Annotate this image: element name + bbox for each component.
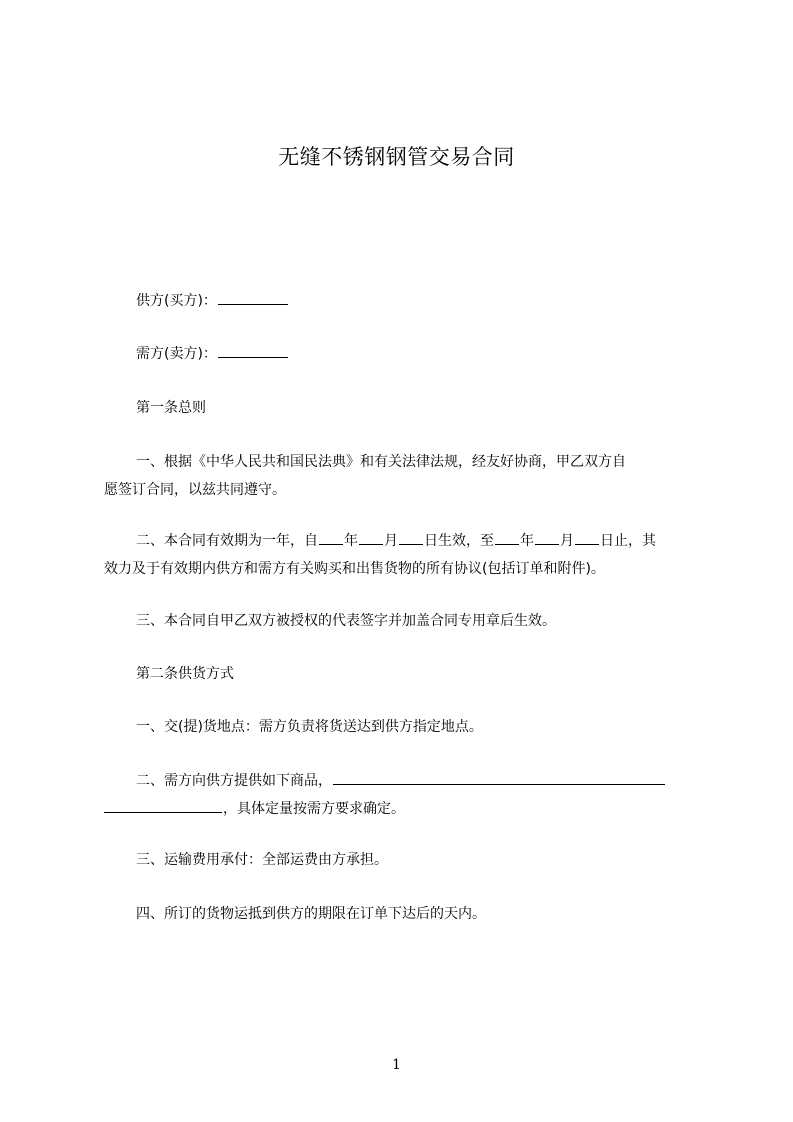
article2-item2-text: 二、需方向供方提供如下商品， (136, 773, 332, 789)
article1-heading: 第一条总则 (136, 400, 206, 416)
start-month-blank (359, 529, 383, 545)
article2-item2-suffix: ，具体定量按需方要求确定。 (223, 801, 405, 817)
buyer-blank (218, 342, 288, 358)
supplier-label: 供方(买方)： (136, 293, 217, 309)
end-month-blank (535, 529, 559, 545)
supplier-blank (218, 289, 288, 305)
article2-item3: 三、运输费用承付：全部运费由方承担。 (136, 852, 388, 868)
article2-item2-line2 (104, 797, 405, 821)
item2-month: 月 (384, 533, 398, 549)
article2-item4: 四、所订的货物运抵到供方的期限在订单下达后的天内。 (136, 906, 486, 922)
item2-prefix: 二、本合同有效期为一年，自 (136, 533, 318, 549)
supplier-line (136, 289, 289, 313)
article1-item1-line1: 一、根据《中华人民共和国民法典》和有关法律法规，经友好协商，甲乙双方自 (136, 454, 626, 470)
item2-day-end: 日止，其 (600, 533, 656, 549)
article1-item2-line1 (136, 529, 656, 553)
article1-item3: 三、本合同自甲乙双方被授权的代表签字并加盖合同专用章后生效。 (136, 613, 556, 629)
page-number: 1 (392, 1057, 401, 1073)
document-title: 无缝不锈钢钢管交易合同 (278, 145, 515, 169)
item2-year2: 年 (520, 533, 534, 549)
item2-month2: 月 (560, 533, 574, 549)
article1-item2-line2: 效力及于有效期内供方和需方有关购买和出售货物的所有协议(包括订单和附件)。 (104, 561, 605, 577)
item2-day-start: 日生效，至 (424, 533, 494, 549)
buyer-line (136, 342, 289, 366)
end-year-blank (495, 529, 519, 545)
end-day-blank (575, 529, 599, 545)
goods-blank-line1 (333, 769, 665, 785)
item2-year: 年 (344, 533, 358, 549)
article2-heading: 第二条供货方式 (136, 666, 234, 682)
buyer-label: 需方(卖方)： (136, 346, 217, 362)
article1-item1-line2: 愿签订合同，以兹共同遵守。 (104, 482, 286, 498)
article2-item2-line1 (136, 769, 666, 793)
start-day-blank (399, 529, 423, 545)
article2-item1: 一、交(提)货地点：需方负责将货送达到供方指定地点。 (136, 719, 483, 735)
goods-blank-line2 (104, 797, 222, 813)
start-year-blank (319, 529, 343, 545)
